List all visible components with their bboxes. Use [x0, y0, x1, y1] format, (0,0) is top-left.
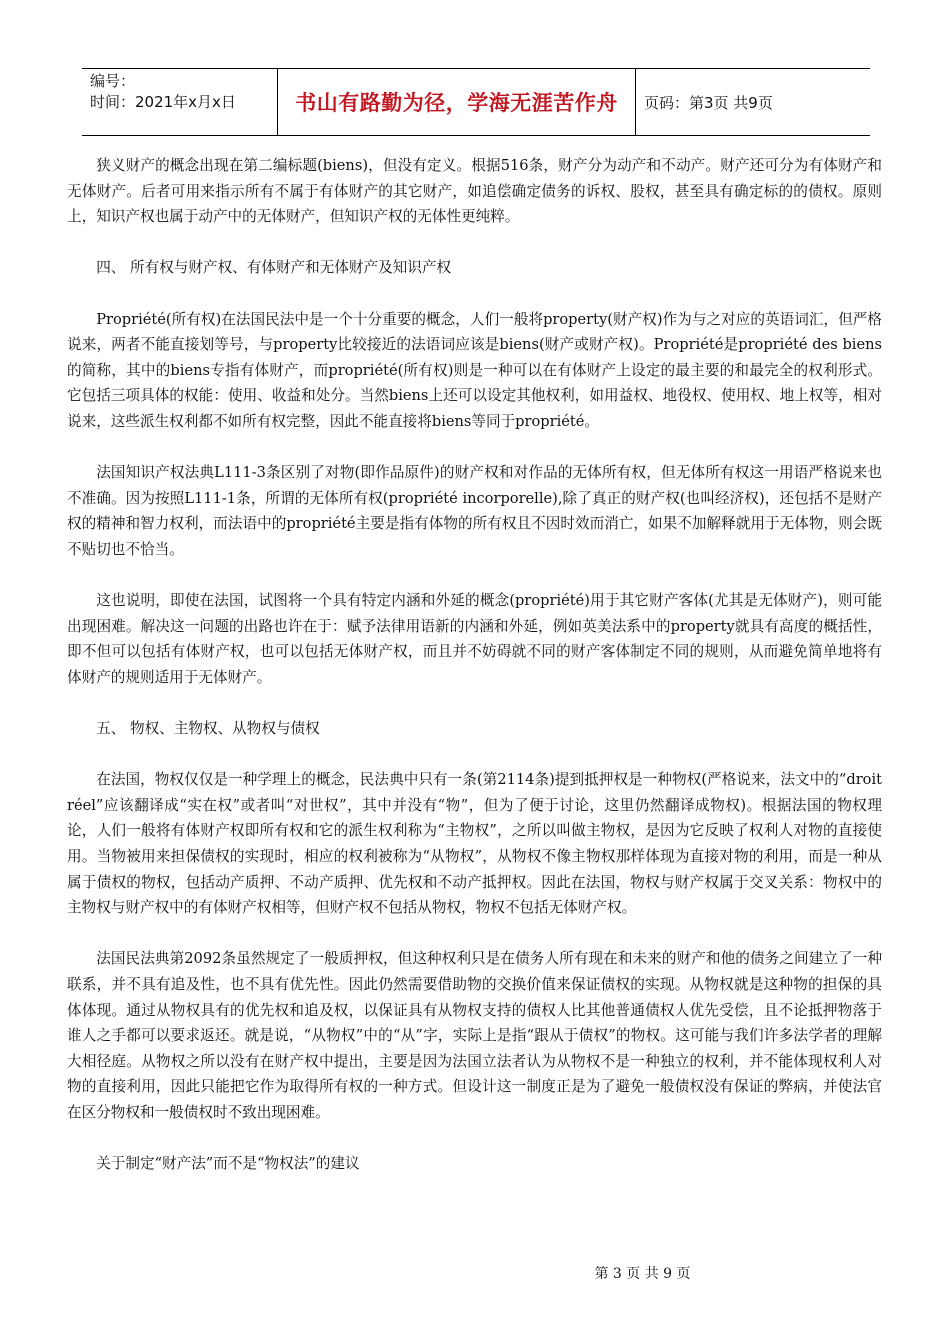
motto-text: 书山有路勤为径，学海无涯苦作舟	[295, 91, 618, 115]
paragraph: 法国民法典第2092条虽然规定了一般质押权，但这种权利只是在债务人所有现在和未来的财产和他的债务之间建立了一种联系，并不具有追及性，也不具有优先性。因此仍然需要借助物的交换价值来保证债权的实现。从物权就是这种物的担保的具体体现。通过从物权具有的优先权和追及权，以保证具有从物权支持的债权人比其他普通债权人优先受偿，且不论抵押物落于谁人之手都可以要求返还。就是说，“从物权”中的“从”字，实际上是指“跟从于债权”的物权。这可能与我们许多法学者的理解大相径庭。从物权之所以没有在财产权中提出，主要是因为法国立法者认为从物权不是一种独立的权利，并不能体现权利人对物的直接利用，因此只能把它作为取得所有权的一种方式。但设计这一制度正是为了避免一般债权没有保证的弊病，并使法官在区分物权和一般债权时不致出现困难。	[67, 950, 882, 1121]
document-body	[67, 153, 882, 1202]
header-page-label: 页码：第3页 共9页	[644, 93, 773, 112]
header-page-info	[636, 69, 870, 135]
paragraph: 这也说明，即使在法国，试图将一个具有特定内涵和外延的概念(propriété)用于其它财产客体(尤其是无体财产)，则可能出现困难。解决这一问题的出路也许在于：赋予法律用语新的内涵和外延，例如英美法系中的property就具有高度的概括性，即不但可以包括有体财产权，也可以包括无体财产权，而且并不妨碍就不同的财产客体制定不同的规则，从而避免简单地将有体财产的规则适用于无体财产。	[67, 592, 882, 686]
paragraph: 关于制定“财产法”而不是“物权法”的建议	[96, 1155, 360, 1173]
page-header	[82, 68, 870, 136]
document-number-label: 编号：	[90, 72, 136, 90]
section-heading: 四、 所有权与财产权、有体财产和无体财产及知识产权	[96, 259, 452, 277]
page-footer	[0, 1263, 950, 1283]
section-heading: 五、 物权、主物权、从物权与债权	[96, 720, 320, 738]
paragraph: Propriété(所有权)在法国民法中是一个十分重要的概念，人们一般将property(财产权)作为与之对应的英语词汇，但严格说来，两者不能直接划等号，与property比较接近的法语词应该是biens(财产或财产权)。Propriété是propriété des biens的简称，其中的biens专指有体财产，而propriété(所有权)则是一种可以在有体财产上设定的最主要的和最完全的权利形式。它包括三项具体的权能：使用、收益和处分。当然biens上还可以设定其他权利，如用益权、地役权、使用权、地上权等，相对说来，这些派生权利都不如所有权完整，因此不能直接将biens等同于propriété。	[67, 310, 882, 430]
header-motto	[278, 69, 636, 135]
footer-page-number: 第 3 页 共 9 页	[594, 1266, 691, 1282]
paragraph: 在法国，物权仅仅是一种学理上的概念，民法典中只有一条(第2114条)提到抵押权是一种物权(严格说来，法文中的“droit réel”应该翻译成“实在权”或者叫“对世权”，其中并没有“物”，但为了便于讨论，这里仍然翻译成物权)。根据法国的物权理论，人们一般将有体财产权即所有权和它的派生权利称为“主物权”，之所以叫做主物权，是因为它反映了权利人对物的直接使用。当物被用来担保债权的实现时，相应的权利被称为“从物权”，从物权不像主物权那样体现为直接对物的利用，而是一种从属于债权的物权，包括动产质押、不动产质押、优先权和不动产抵押权。因此在法国，物权与财产权属于交叉关系：物权中的主物权与财产权中的有体财产权相等，但财产权不包括从物权，物权不包括无体财产权。	[67, 771, 882, 917]
paragraph: 狭义财产的概念出现在第二编标题(biens)，但没有定义。根据516条，财产分为动产和不动产。财产还可分为有体财产和无体财产。后者可用来指示所有不属于有体财产的其它财产，如追偿确定债务的诉权、股权，甚至具有确定标的的债权。原则上，知识产权也属于动产中的无体财产，但知识产权的无体性更纯粹。	[67, 157, 882, 226]
header-meta	[82, 69, 278, 135]
document-time-label: 时间：2021年x月x日	[90, 93, 236, 111]
paragraph: 法国知识产权法典L111-3条区别了对物(即作品原件)的财产权和对作品的无体所有权，但无体所有权这一用语严格说来也不准确。因为按照L111-1条，所谓的无体所有权(propriété incorporelle),除了真正的财产权(也叫经济权)，还包括不是财产权的精神和智力权利，而法语中的propriété主要是指有体物的所有权且不因时效而消亡，如果不加解释就用于无体物，则会既不贴切也不恰当。	[67, 464, 882, 558]
